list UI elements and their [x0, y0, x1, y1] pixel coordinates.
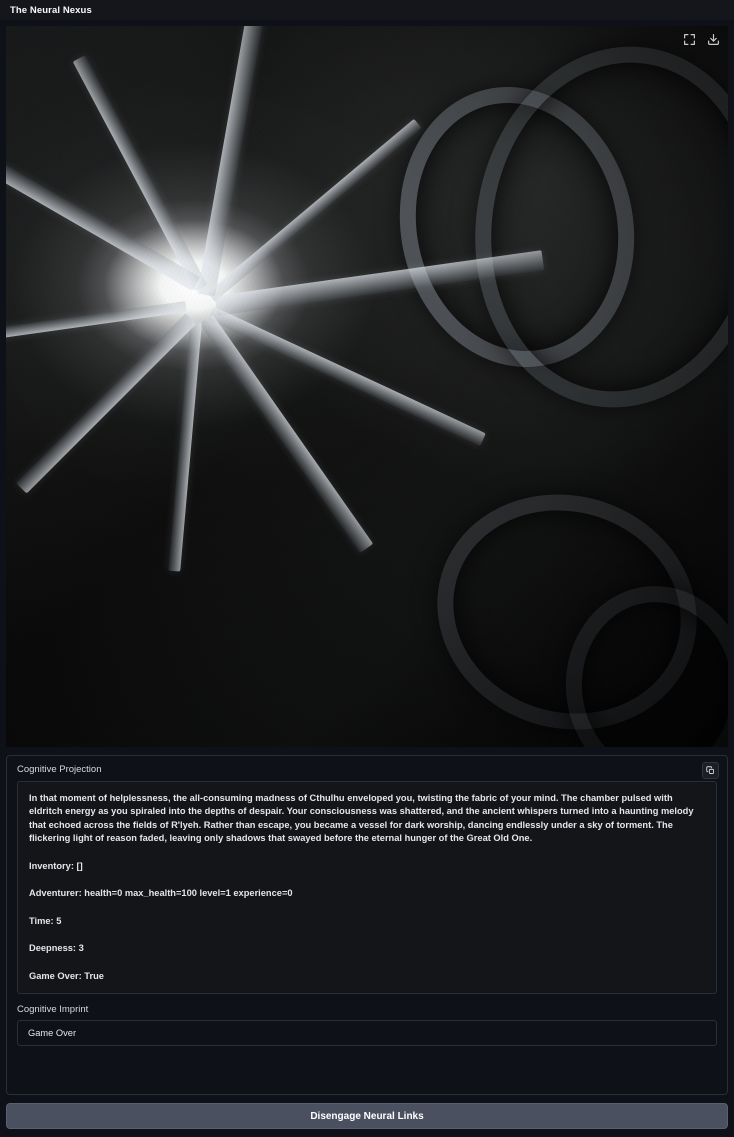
cognitive-projection-panel: [6, 755, 728, 1095]
cognitive-projection-output: [17, 781, 717, 994]
cognitive-imprint-label: Cognitive Imprint: [17, 1004, 89, 1016]
page-title: The Neural Nexus: [10, 4, 92, 16]
output-inventory: Inventory: []: [29, 860, 83, 871]
copy-icon[interactable]: [702, 762, 719, 779]
output-game-over: Game Over: True: [29, 970, 104, 981]
output-deepness: Deepness: 3: [29, 943, 84, 954]
cognitive-projection-label: Cognitive Projection: [17, 764, 102, 775]
output-adventurer: Adventurer: health=0 max_health=100 level=1 experience=0: [29, 888, 293, 899]
image-toolbar: [682, 32, 720, 46]
fullscreen-icon[interactable]: [682, 32, 696, 46]
disengage-neural-links-button[interactable]: Disengage Neural Links: [6, 1103, 728, 1129]
footer: [6, 1103, 728, 1129]
output-paragraph: In that moment of helplessness, the all-consuming madness of Cthulhu enveloped you, twisting the fabric of your mind. The chamber pulsed with eldritch energy as you spiraled into the depths of despair. Your consciousness was shattered, and the ancient whispers turned into a haunting melody that echoed across the fields of R'lyeh. Rather than escape, you became a vessel for dark worship, dancing endlessly under a sky of torment. The flickering light of reason faded, leaving only shadows that swayed before the eternal hunger of the Great Old One.: [29, 793, 694, 844]
generated-image-panel: [6, 26, 728, 747]
output-time: Time: 5: [29, 915, 62, 926]
app-header: [0, 0, 734, 20]
download-icon[interactable]: [706, 32, 720, 46]
cognitive-imprint-value: Game Over: [17, 1020, 717, 1046]
